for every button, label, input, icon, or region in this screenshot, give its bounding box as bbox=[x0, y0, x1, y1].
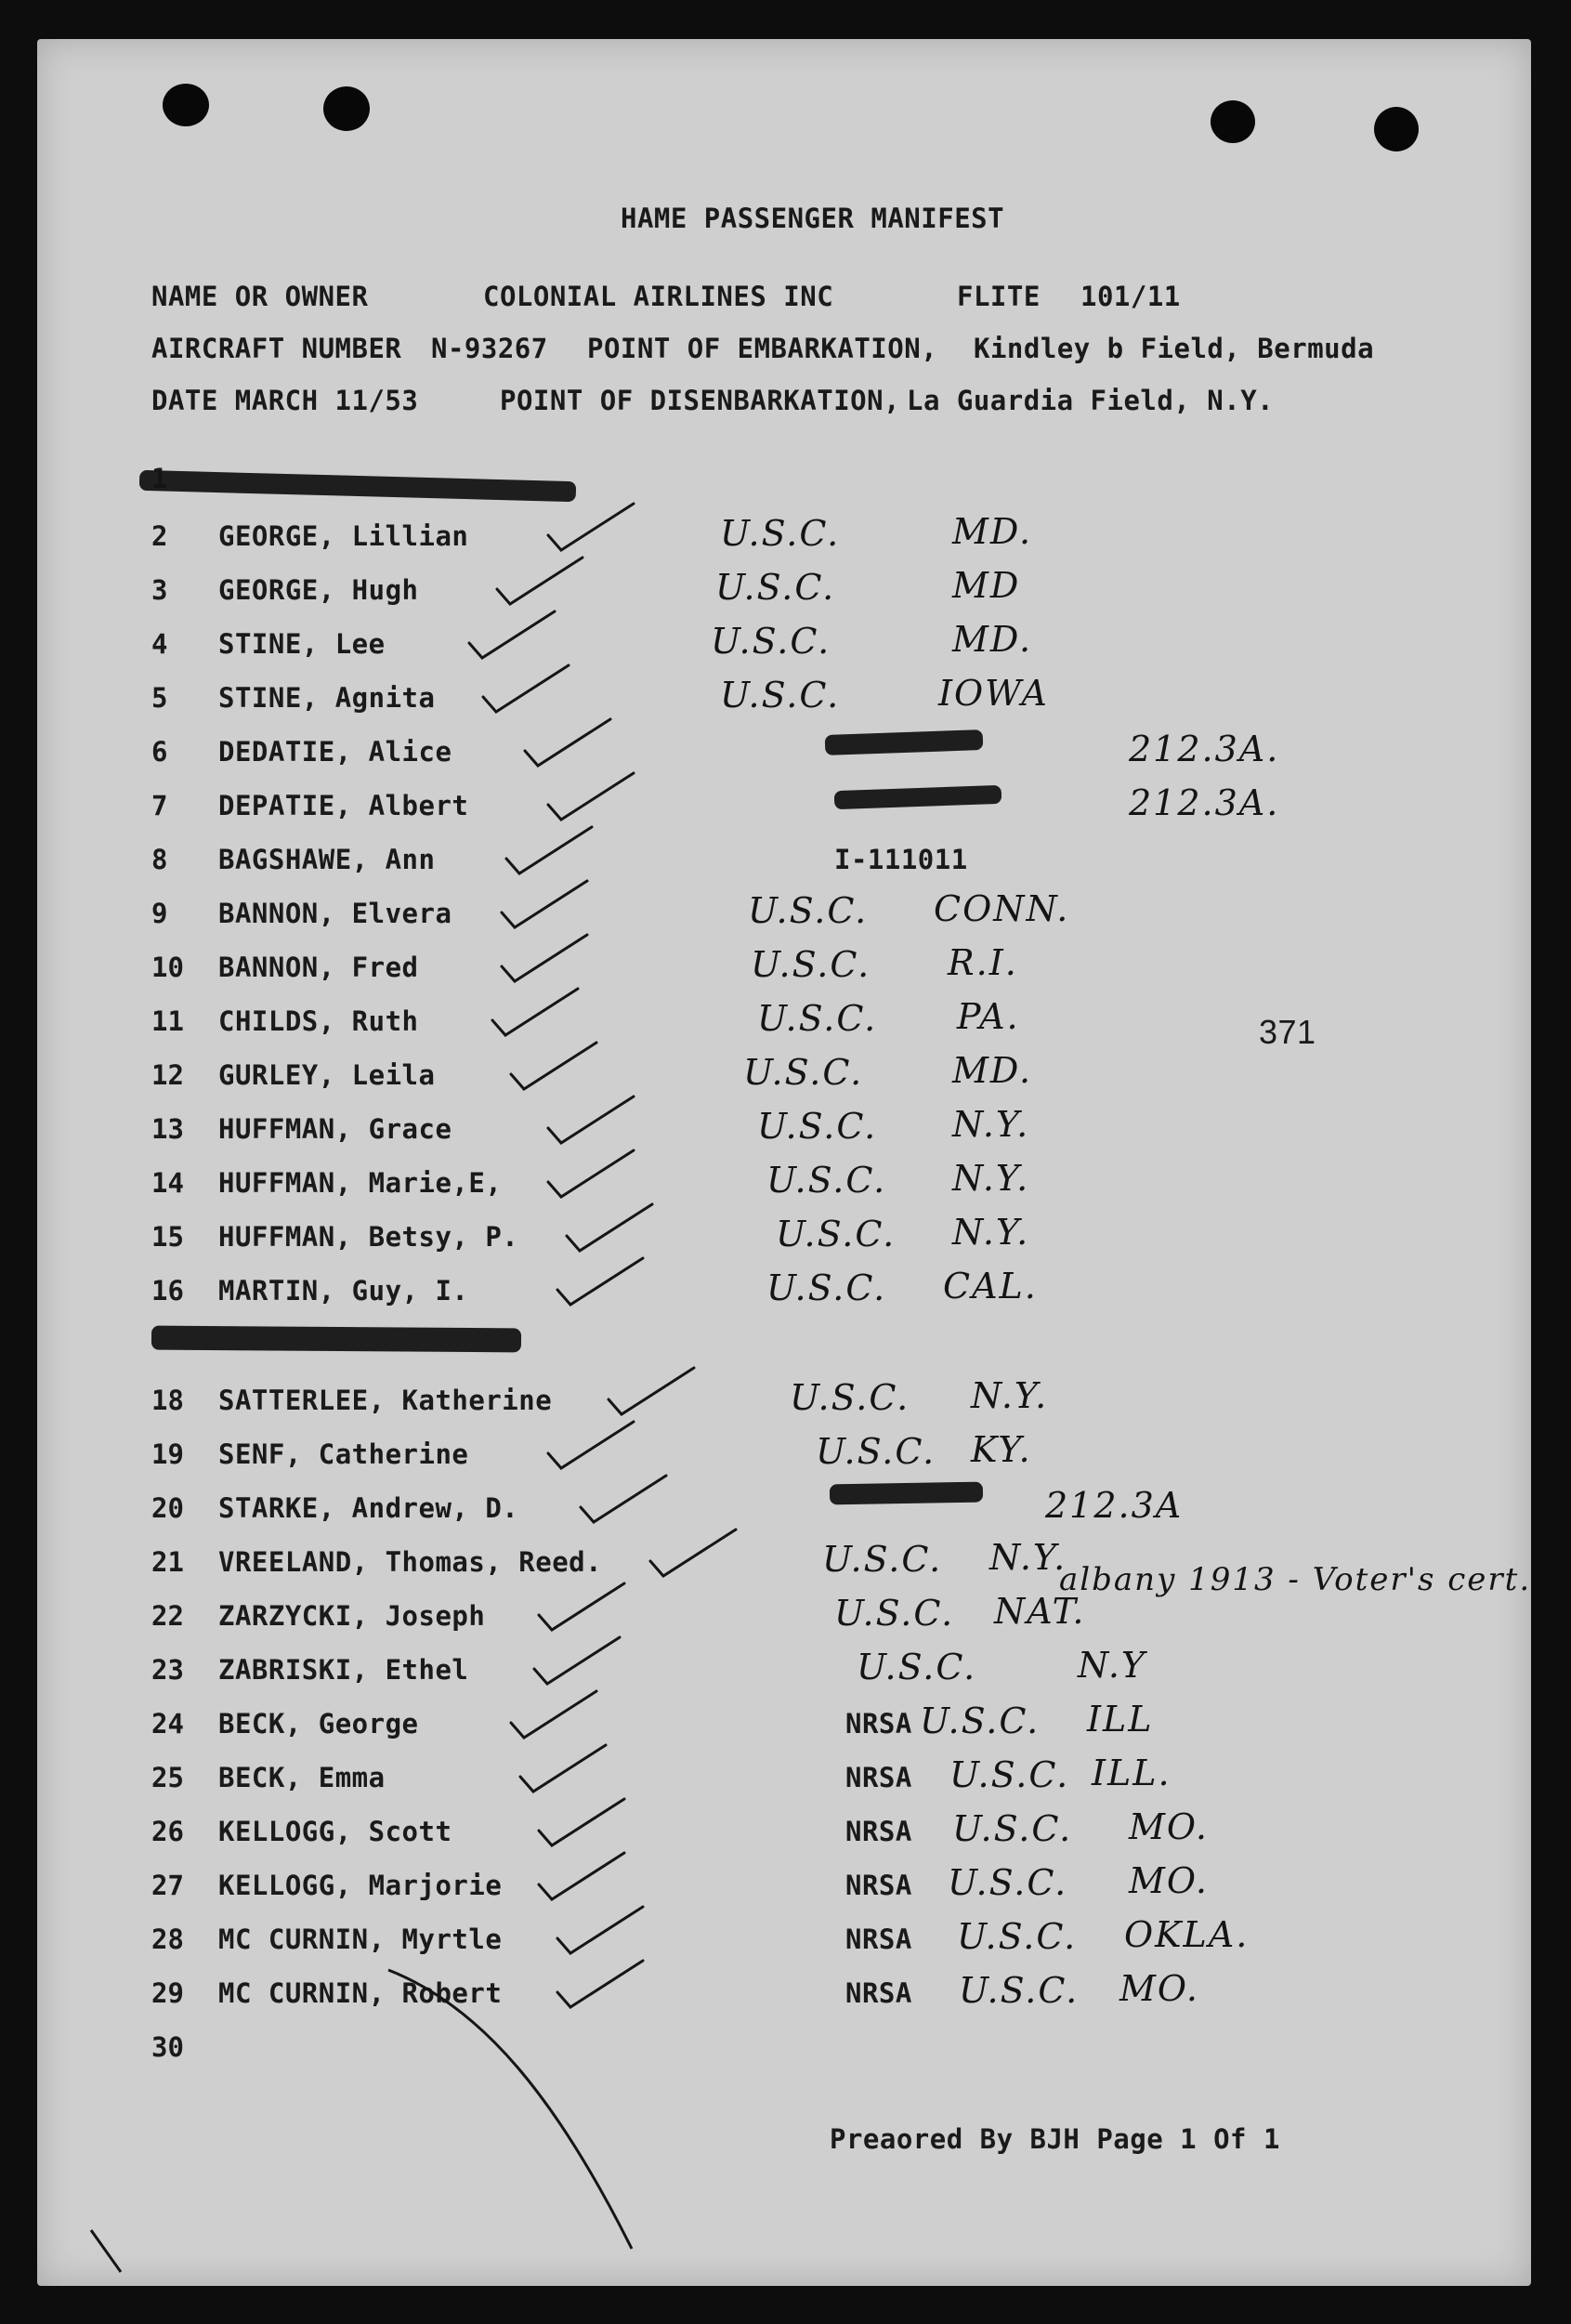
citizenship-status: U.S.C. bbox=[834, 1593, 955, 1634]
citizenship-status: U.S.C. bbox=[816, 1431, 936, 1472]
passenger-name: DEDATIE, Alice bbox=[218, 736, 452, 768]
nrsa-code: NRSA bbox=[845, 1762, 912, 1793]
citizenship-status: U.S.C. bbox=[949, 1754, 1070, 1795]
row-number: 5 bbox=[151, 682, 168, 714]
citizenship-status: 212.3A bbox=[1045, 1485, 1184, 1526]
footer-prepared-by: Preaored By BJH Page 1 Of 1 bbox=[830, 2123, 1280, 2155]
row-number: 9 bbox=[151, 898, 168, 929]
row-number: 16 bbox=[151, 1275, 184, 1306]
state-of-residence: MO. bbox=[1129, 1860, 1209, 1901]
passenger-name: MC CURNIN, Robert bbox=[218, 1977, 503, 2009]
state-of-residence: R.I. bbox=[948, 942, 1018, 983]
date-label: DATE MARCH 11/53 bbox=[151, 385, 419, 416]
embark-value: Kindley b Field, Bermuda bbox=[974, 333, 1375, 364]
citizenship-status: U.S.C. bbox=[720, 513, 841, 554]
state-of-residence: OKLA. bbox=[1124, 1914, 1250, 1955]
punch-hole bbox=[1211, 100, 1255, 143]
state-of-residence: N.Y. bbox=[952, 1212, 1030, 1253]
passenger-name: STINE, Lee bbox=[218, 628, 386, 660]
punch-hole bbox=[1374, 107, 1419, 151]
passenger-name: VREELAND, Thomas, Reed. bbox=[218, 1546, 603, 1578]
citizenship-status: 212.3A. bbox=[1129, 782, 1280, 823]
passenger-name: STINE, Agnita bbox=[218, 682, 436, 714]
row-number: 14 bbox=[151, 1167, 184, 1199]
row-number: 2 bbox=[151, 520, 168, 552]
citizenship-status: U.S.C. bbox=[959, 1970, 1080, 2011]
state-of-residence: PA. bbox=[957, 996, 1020, 1037]
passenger-name: ZARZYCKI, Joseph bbox=[218, 1600, 486, 1632]
row-number: 18 bbox=[151, 1385, 184, 1416]
state-of-residence: CAL. bbox=[943, 1266, 1038, 1306]
passenger-name: BECK, George bbox=[218, 1708, 419, 1740]
state-of-residence: N.Y. bbox=[952, 1104, 1030, 1145]
row-number: 15 bbox=[151, 1221, 184, 1253]
row-number: 21 bbox=[151, 1546, 184, 1578]
citizenship-status: U.S.C. bbox=[790, 1377, 910, 1418]
row-number: 3 bbox=[151, 574, 168, 606]
redaction-strike bbox=[830, 1482, 983, 1505]
row-number: 30 bbox=[151, 2031, 184, 2063]
citizenship-status: U.S.C. bbox=[857, 1647, 977, 1687]
citizenship-status: U.S.C. bbox=[757, 998, 878, 1039]
citizenship-status: U.S.C. bbox=[751, 944, 871, 985]
page-number-stamp: 371 bbox=[1259, 1013, 1316, 1051]
citizenship-status: U.S.C. bbox=[776, 1214, 897, 1254]
passenger-name: MC CURNIN, Myrtle bbox=[218, 1924, 503, 1955]
passenger-name: HUFFMAN, Grace bbox=[218, 1113, 452, 1145]
aircraft-label: AIRCRAFT NUMBER bbox=[151, 333, 402, 364]
passenger-name: HUFFMAN, Marie,E, bbox=[218, 1167, 503, 1199]
row-number: 4 bbox=[151, 628, 168, 660]
nrsa-code: NRSA bbox=[845, 1977, 912, 2009]
aircraft-value: N-93267 bbox=[431, 333, 548, 364]
citizenship-status: U.S.C. bbox=[948, 1862, 1068, 1903]
row-number: 6 bbox=[151, 736, 168, 768]
punch-hole bbox=[163, 84, 209, 126]
document-title: HAME PASSENGER MANIFEST bbox=[621, 203, 1005, 234]
row-number: 13 bbox=[151, 1113, 184, 1145]
citizenship-status: U.S.C. bbox=[920, 1700, 1041, 1741]
citizenship-status: U.S.C. bbox=[952, 1808, 1073, 1849]
row-number: 25 bbox=[151, 1762, 184, 1793]
state-of-residence: MO. bbox=[1129, 1806, 1209, 1847]
citizenship-status: U.S.C. bbox=[757, 1106, 878, 1147]
passenger-name: ZABRISKI, Ethel bbox=[218, 1654, 469, 1686]
passenger-name: BAGSHAWE, Ann bbox=[218, 844, 436, 875]
passenger-name: BANNON, Elvera bbox=[218, 898, 452, 929]
passenger-name: MARTIN, Guy, I. bbox=[218, 1275, 469, 1306]
state-of-residence: N.Y. bbox=[952, 1158, 1030, 1199]
citizenship-status: U.S.C. bbox=[720, 675, 841, 716]
passenger-name: GEORGE, Hugh bbox=[218, 574, 419, 606]
state-of-residence: IOWA bbox=[938, 673, 1049, 714]
citizenship-status: U.S.C. bbox=[766, 1267, 887, 1308]
owner-label: NAME OR OWNER bbox=[151, 281, 369, 312]
state-of-residence: MD. bbox=[952, 511, 1033, 552]
citizenship-status: 212.3A. bbox=[1129, 729, 1280, 769]
row-number: 11 bbox=[151, 1005, 184, 1037]
citizenship-status: U.S.C. bbox=[743, 1052, 864, 1093]
row-number: 10 bbox=[151, 952, 184, 983]
owner-value: COLONIAL AIRLINES INC bbox=[483, 281, 834, 312]
disembark-value: La Guardia Field, N.Y. bbox=[907, 385, 1275, 416]
flite-label: FLITE bbox=[957, 281, 1041, 312]
state-of-residence: N.Y. bbox=[971, 1375, 1049, 1416]
passenger-name: SENF, Catherine bbox=[218, 1438, 469, 1470]
state-of-residence: MD. bbox=[952, 1050, 1033, 1091]
row-number: 19 bbox=[151, 1438, 184, 1470]
handwritten-note: albany 1913 - Voter's cert. bbox=[1059, 1561, 1532, 1598]
passenger-name: STARKE, Andrew, D. bbox=[218, 1492, 519, 1524]
state-of-residence: NAT. bbox=[994, 1591, 1086, 1632]
passenger-name: BANNON, Fred bbox=[218, 952, 419, 983]
disembark-label: POINT OF DISENBARKATION, bbox=[500, 385, 901, 416]
passenger-name: GURLEY, Leila bbox=[218, 1059, 436, 1091]
state-of-residence: MD bbox=[952, 565, 1021, 606]
row-number: 28 bbox=[151, 1924, 184, 1955]
state-of-residence: MD. bbox=[952, 619, 1033, 660]
row-number: 20 bbox=[151, 1492, 184, 1524]
row-number: 8 bbox=[151, 844, 168, 875]
alien-registration-number: I-111011 bbox=[834, 844, 968, 875]
passenger-name: SATTERLEE, Katherine bbox=[218, 1385, 553, 1416]
row-number: 12 bbox=[151, 1059, 184, 1091]
row-number: 26 bbox=[151, 1816, 184, 1847]
citizenship-status: U.S.C. bbox=[715, 567, 836, 608]
passenger-name: CHILDS, Ruth bbox=[218, 1005, 419, 1037]
flite-value: 101/11 bbox=[1080, 281, 1181, 312]
row-number: 29 bbox=[151, 1977, 184, 2009]
passenger-name: KELLOGG, Scott bbox=[218, 1816, 452, 1847]
citizenship-status: U.S.C. bbox=[711, 621, 831, 662]
row-number: 7 bbox=[151, 790, 168, 821]
citizenship-status: U.S.C. bbox=[957, 1916, 1078, 1957]
nrsa-code: NRSA bbox=[845, 1816, 912, 1847]
passenger-name: GEORGE, Lillian bbox=[218, 520, 469, 552]
redaction-strike bbox=[151, 1326, 521, 1353]
citizenship-status: U.S.C. bbox=[822, 1539, 943, 1580]
nrsa-code: NRSA bbox=[845, 1924, 912, 1955]
row-number: 22 bbox=[151, 1600, 184, 1632]
nrsa-code: NRSA bbox=[845, 1708, 912, 1740]
row-number: 27 bbox=[151, 1870, 184, 1901]
state-of-residence: ILL. bbox=[1092, 1753, 1172, 1793]
row-number: 24 bbox=[151, 1708, 184, 1740]
punch-hole bbox=[323, 86, 370, 131]
citizenship-status: U.S.C. bbox=[748, 890, 869, 931]
passenger-name: HUFFMAN, Betsy, P. bbox=[218, 1221, 519, 1253]
passenger-name: DEPATIE, Albert bbox=[218, 790, 469, 821]
passenger-name: KELLOGG, Marjorie bbox=[218, 1870, 503, 1901]
embark-label: POINT OF EMBARKATION, bbox=[587, 333, 938, 364]
nrsa-code: NRSA bbox=[845, 1870, 912, 1901]
citizenship-status: U.S.C. bbox=[766, 1160, 887, 1201]
state-of-residence: MO. bbox=[1119, 1968, 1199, 2009]
state-of-residence: N.Y bbox=[1078, 1645, 1146, 1686]
passenger-name: BECK, Emma bbox=[218, 1762, 386, 1793]
state-of-residence: ILL bbox=[1087, 1699, 1154, 1740]
state-of-residence: CONN. bbox=[934, 888, 1070, 929]
state-of-residence: N.Y. bbox=[989, 1537, 1067, 1578]
row-number: 23 bbox=[151, 1654, 184, 1686]
state-of-residence: KY. bbox=[971, 1429, 1032, 1470]
